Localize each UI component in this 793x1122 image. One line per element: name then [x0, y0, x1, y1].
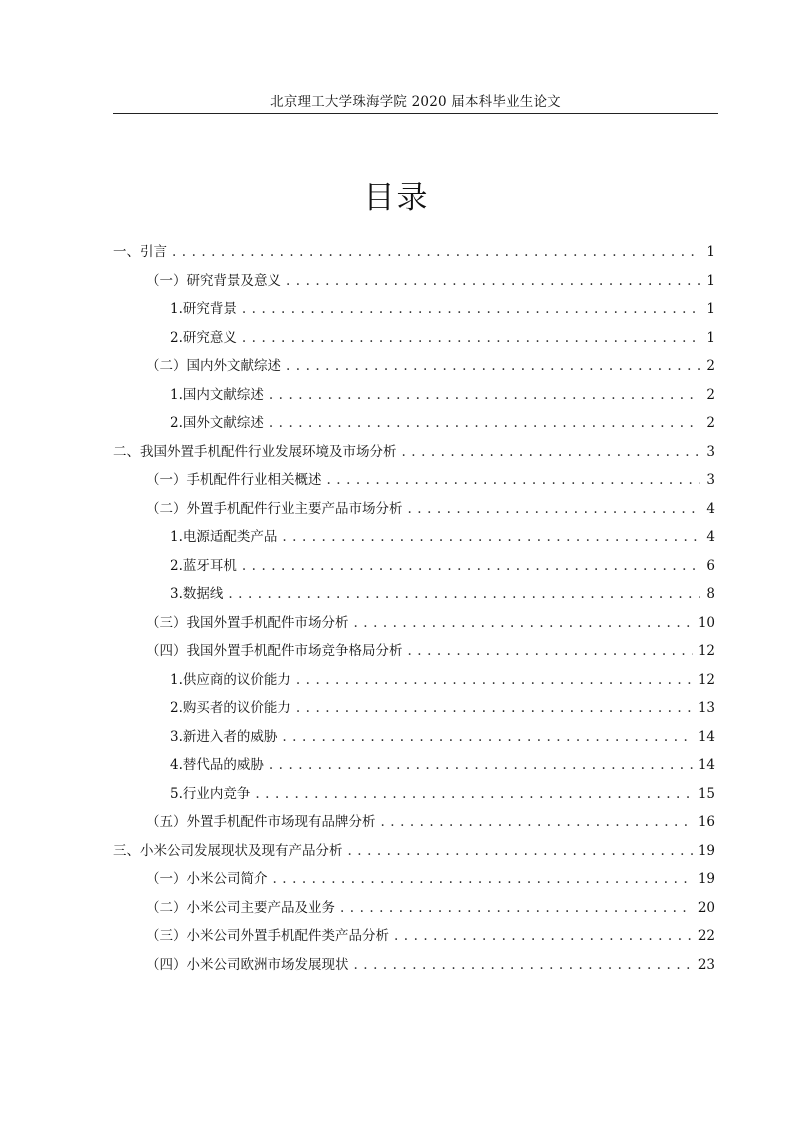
toc-entry-label: （五）外置手机配件市场现有品牌分析: [146, 814, 376, 830]
toc-entry-label: 4.替代品的威胁: [170, 757, 264, 773]
dot-leader: [172, 238, 700, 267]
dot-leader: [273, 865, 693, 894]
toc-entry-label: （一）手机配件行业相关概述: [146, 472, 322, 488]
toc-entry[interactable]: [113, 324, 718, 353]
toc-entry-label: 1.电源适配类产品: [170, 529, 278, 545]
toc-entry[interactable]: [113, 723, 718, 752]
toc-entry[interactable]: [113, 666, 718, 695]
dot-leader: [269, 409, 700, 438]
dot-leader: [286, 352, 700, 381]
toc-entry[interactable]: [113, 837, 718, 866]
toc-entry-label: 3.数据线: [170, 586, 224, 602]
header-rule: [113, 113, 718, 114]
toc-entry-label: 三、小米公司发展现状及现有产品分析: [113, 842, 343, 859]
toc-entry[interactable]: [113, 495, 718, 524]
toc-entry-label: 2.国外文献综述: [170, 415, 264, 431]
toc-entry-page-number: 3: [706, 472, 715, 488]
toc-entry-label: （一）小米公司简介: [146, 871, 268, 887]
dot-leader: [286, 267, 700, 296]
dot-leader: [242, 552, 700, 581]
toc-entry-page-number: 10: [697, 614, 715, 631]
toc-entry[interactable]: [113, 295, 718, 324]
toc-entry-page-number: 1: [706, 301, 715, 317]
toc-entry-label: 二、我国外置手机配件行业发展环境及市场分析: [113, 443, 397, 460]
dot-leader: [269, 381, 700, 410]
toc-entry[interactable]: [113, 381, 718, 410]
dot-leader: [242, 324, 700, 353]
toc-entry[interactable]: [113, 523, 718, 552]
toc-entry[interactable]: [113, 808, 718, 837]
toc-entry-page-number: 4: [706, 529, 715, 545]
toc-entry[interactable]: [113, 552, 718, 581]
page-header: 北京理工大学珠海学院 2020 届本科毕业生论文: [270, 94, 561, 110]
toc-entry[interactable]: [113, 751, 718, 780]
toc-entry[interactable]: [113, 780, 718, 809]
toc-entry-page-number: 16: [697, 814, 715, 830]
dot-leader: [348, 837, 693, 866]
toc-title: 目录: [363, 180, 430, 216]
toc-entry-label: （二）外置手机配件行业主要产品市场分析: [146, 500, 403, 517]
toc-entry-page-number: 23: [697, 956, 715, 973]
toc-entry[interactable]: [113, 580, 718, 609]
toc-entry[interactable]: [113, 352, 718, 381]
toc-entry-page-number: 4: [706, 500, 715, 517]
dot-leader: [282, 523, 700, 552]
toc-entry-page-number: 6: [706, 557, 715, 574]
toc-entry[interactable]: [113, 694, 718, 723]
toc-entry-page-number: 1: [706, 272, 715, 289]
table-of-contents: [113, 238, 718, 979]
toc-entry-page-number: 2: [706, 386, 715, 403]
toc-entry-label: 1.供应商的议价能力: [170, 671, 291, 688]
dot-leader: [381, 808, 693, 837]
dot-leader: [282, 723, 692, 752]
toc-entry-label: （三）我国外置手机配件市场分析: [146, 614, 349, 631]
toc-entry-page-number: 22: [697, 928, 715, 944]
toc-entry[interactable]: [113, 267, 718, 296]
toc-entry-label: 2.研究意义: [170, 329, 237, 346]
toc-entry-label: （四）小米公司欧洲市场发展现状: [146, 956, 349, 973]
dot-leader: [242, 295, 700, 324]
toc-entry[interactable]: [113, 609, 718, 638]
toc-entry[interactable]: [113, 922, 718, 951]
toc-entry-page-number: 13: [697, 700, 715, 716]
toc-entry[interactable]: [113, 894, 718, 923]
toc-entry-page-number: 12: [697, 671, 715, 688]
dot-leader: [340, 894, 693, 923]
toc-entry[interactable]: [113, 865, 718, 894]
toc-entry-page-number: 14: [697, 757, 715, 773]
dot-leader: [255, 780, 692, 809]
toc-entry-page-number: 19: [697, 871, 715, 887]
toc-entry[interactable]: [113, 438, 718, 467]
toc-entry-page-number: 1: [706, 329, 715, 346]
dot-leader: [327, 466, 701, 495]
dot-leader: [394, 922, 693, 951]
toc-entry-page-number: 2: [706, 358, 715, 374]
toc-entry-label: 5.行业内竞争: [170, 785, 251, 802]
dot-leader: [296, 694, 693, 723]
toc-entry-label: 一、引言: [113, 244, 167, 260]
toc-entry-label: （四）我国外置手机配件市场竞争格局分析: [146, 643, 403, 659]
toc-entry-label: （一）研究背景及意义: [146, 272, 281, 289]
toc-entry-label: 1.研究背景: [170, 301, 237, 317]
toc-entry[interactable]: [113, 951, 718, 980]
toc-entry-label: （三）小米公司外置手机配件类产品分析: [146, 928, 389, 944]
toc-entry-label: （二）小米公司主要产品及业务: [146, 899, 335, 916]
toc-entry-page-number: 20: [697, 899, 715, 916]
dot-leader: [354, 951, 693, 980]
dot-leader: [408, 495, 701, 524]
toc-entry-label: 3.新进入者的威胁: [170, 728, 278, 745]
toc-entry[interactable]: [113, 409, 718, 438]
toc-entry-page-number: 1: [706, 244, 715, 260]
toc-entry[interactable]: [113, 238, 718, 267]
dot-leader: [269, 751, 693, 780]
toc-entry[interactable]: [113, 466, 718, 495]
toc-entry-label: 1.国内文献综述: [170, 386, 264, 403]
dot-leader: [408, 637, 693, 666]
toc-entry-page-number: 15: [697, 785, 715, 802]
toc-entry-page-number: 12: [697, 643, 715, 659]
toc-entry-page-number: 3: [706, 443, 715, 460]
toc-entry-page-number: 19: [697, 842, 715, 859]
toc-entry-label: （二）国内外文献综述: [146, 358, 281, 374]
dot-leader: [296, 666, 693, 695]
dot-leader: [228, 580, 700, 609]
toc-entry-page-number: 2: [706, 415, 715, 431]
dot-leader: [402, 438, 701, 467]
toc-entry-label: 2.蓝牙耳机: [170, 557, 237, 574]
toc-entry[interactable]: [113, 637, 718, 666]
dot-leader: [354, 609, 693, 638]
toc-entry-page-number: 8: [706, 586, 715, 602]
toc-entry-page-number: 14: [697, 728, 715, 745]
toc-entry-label: 2.购买者的议价能力: [170, 700, 291, 716]
